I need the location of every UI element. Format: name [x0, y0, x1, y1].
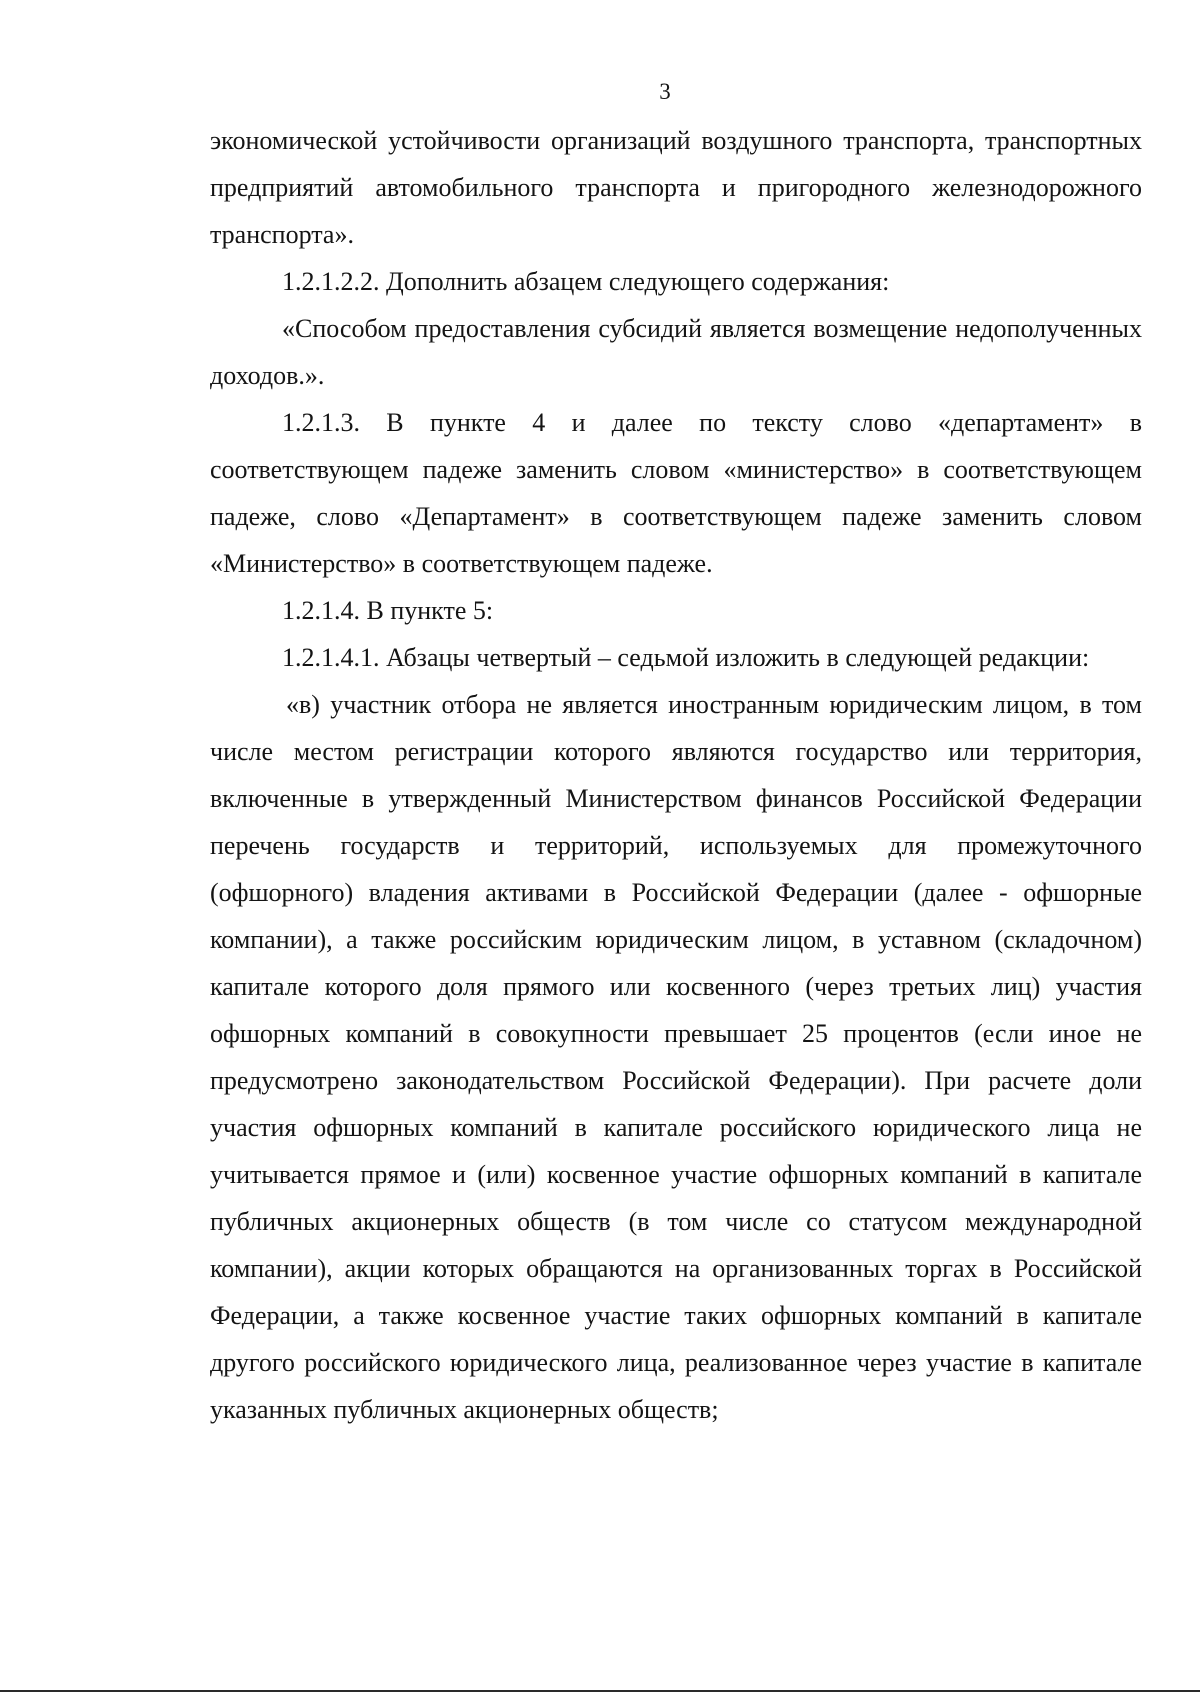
- bottom-rule: [0, 1690, 1200, 1692]
- paragraph-quote-subsidy-method: «Способом предоставления субсидий является возмещение недополученных доходов.».: [210, 314, 1142, 390]
- paragraph-item-1-2-1-4-1: 1.2.1.4.1. Абзацы четвертый – седьмой изложить в следующей редакции:: [282, 643, 1090, 672]
- paragraph-item-1-2-1-4: 1.2.1.4. В пункте 5:: [282, 596, 494, 625]
- paragraph-item-1-2-1-2-2: 1.2.1.2.2. Дополнить абзацем следующего содержания:: [282, 267, 890, 296]
- paragraph-item-1-2-1-3: 1.2.1.3. В пункте 4 и далее по тексту слово «департамент» в соответствующем падеже заменить словом «министерство» в соответствующем падеже, слово «Департамент» в соответствующем падеже заменить словом «Министерство» в соответствующем падеже.: [210, 408, 1142, 578]
- page-number: 3: [659, 79, 671, 104]
- paragraph-quote-item-v: «в) участник отбора не является иностранным юридическим лицом, в том числе местом регистрации которого являются государство или территория, включенные в утвержденный Министерством финансов Российской Федерации перечень государств и территорий, используемых для промежуточного (офшорного) владения активами в Российской Федерации (далее - офшорные компании), а также российским юридическим лицом, в уставном (складочном) капитале которого доля прямого или косвенного (через третьих лиц) участия офшорных компаний в совокупности превышает 25 процентов (если иное не предусмотрено законодательством Российской Федерации). При расчете доли участия офшорных компаний в капитале российского юридического лица не учитывается прямое и (или) косвенное участие офшорных компаний в капитале публичных акционерных обществ (в том числе со статусом международной компании), акции которых обращаются на организованных торгах в Российской Федерации, а также косвенное участие таких офшорных компаний в капитале другого российского юридического лица, реализованное через участие в капитале указанных публичных акционерных обществ;: [210, 690, 1142, 1424]
- document-body: [210, 117, 1142, 1433]
- paragraph-continuation: экономической устойчивости организаций воздушного транспорта, транспортных предприятий автомобильного транспорта и пригородного железнодорожного транспорта».: [210, 126, 1142, 249]
